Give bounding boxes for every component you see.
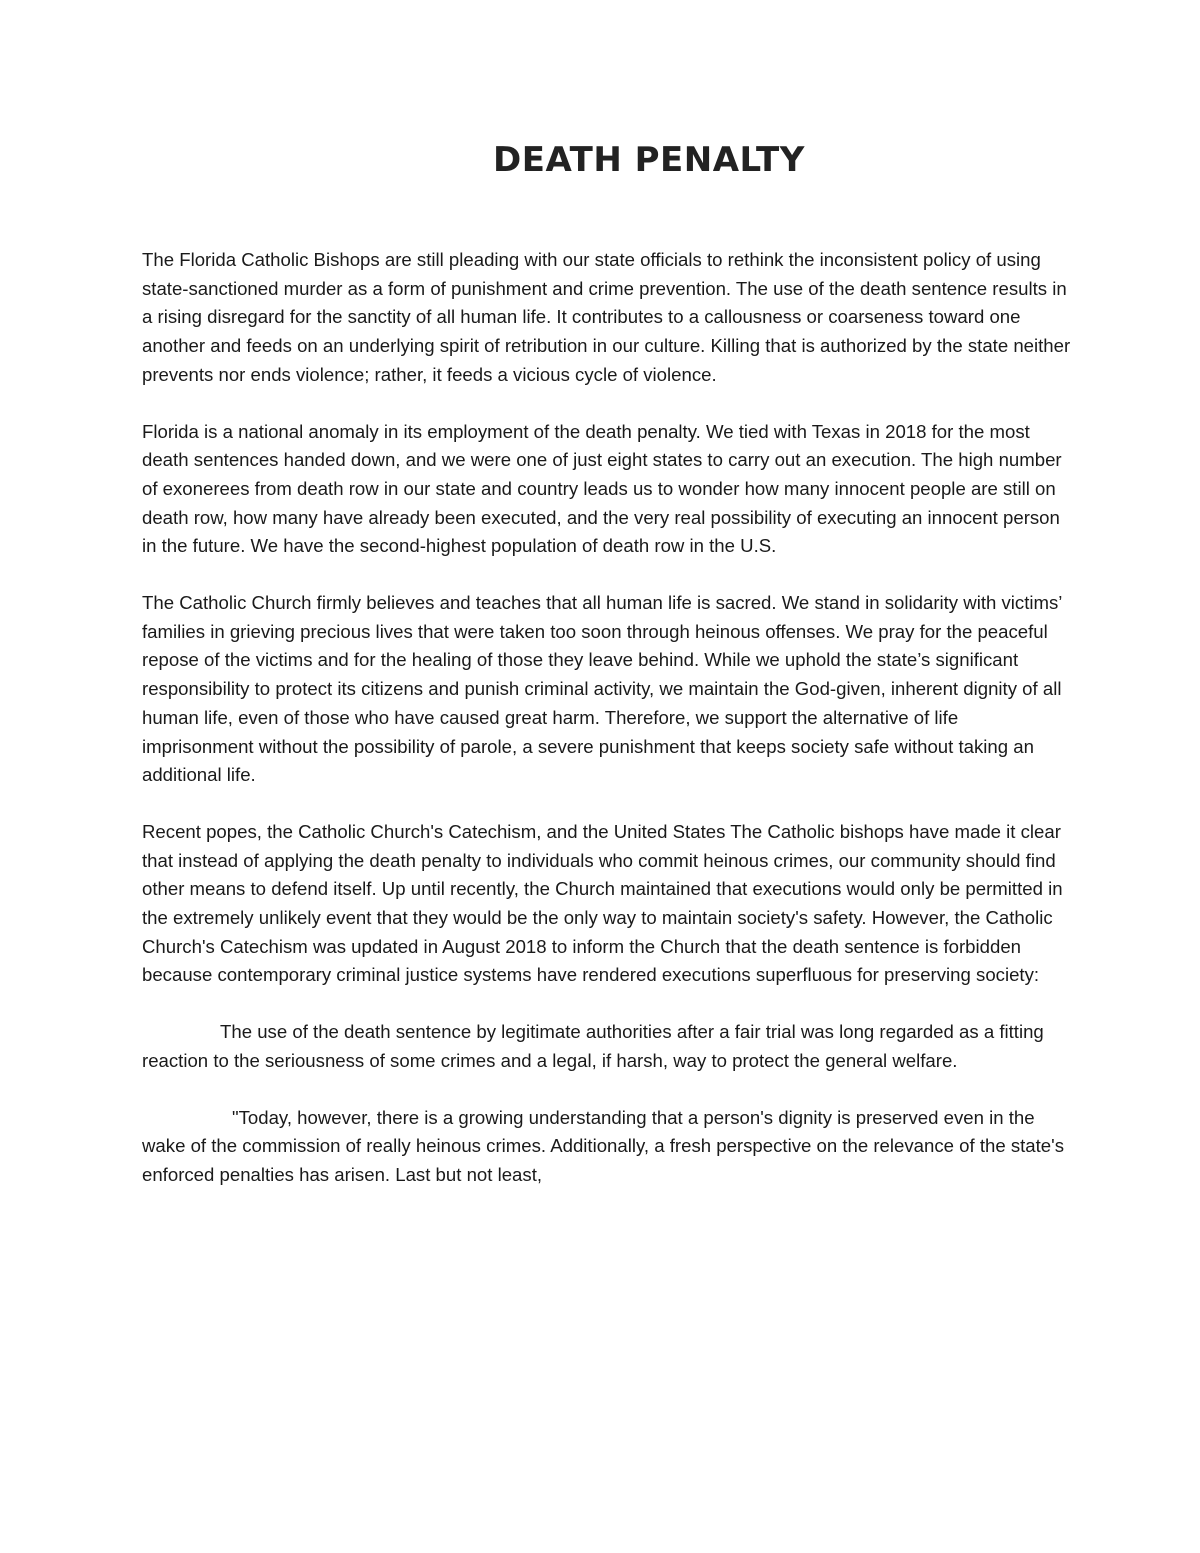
paragraph-florida-anomaly: Florida is a national anomaly in its employment of the death penalty. We tied with Texas in 2018 for the most death sentences handed down, and we were one of just eight states to carry out an execution. The high number of exonerees from death row in our state and country leads us to wonder how many innocent people are still on death row, how many have already been executed, and the very real possibility of executing an innocent person in the future. We have the second-highest population of death row in the U.S. [142,420,1062,557]
paragraph-quote-history: The use of the death sentence by legitimate authorities after a fair trial was long regarded as a fitting reaction to the seriousness of some crimes and a legal, if harsh, way to protect the general welfare. [142,1021,1044,1071]
paragraph-church-teaching: The Catholic Church firmly believes and teaches that all human life is sacred. We stand in solidarity with victims’ families in grieving precious lives that were taken too soon through heinous offenses. We pray for the peaceful repose of the victims and for the healing of those they leave behind. While we uphold the state’s significant responsibility to protect its citizens and punish criminal activity, we maintain the God-given, inherent dignity of all human life, even of those who have caused great harm. Therefore, we support the alternative of life imprisonment without the possibility of parole, a severe punishment that keeps society safe without taking an additional life. [142,592,1062,786]
paragraph-bishops-plea: The Florida Catholic Bishops are still pleading with our state officials to rethink the inconsistent policy of using state-sanctioned murder as a form of punishment and crime prevention. The use of the death sentence results in a rising disregard for the sanctity of all human life. It contributes to a callousness or coarseness toward one another and feeds on an underlying spirit of retribution in our culture. Killing that is authorized by the state neither prevents nor ends violence; rather, it feeds a vicious cycle of violence. [142,249,1071,385]
paragraph-quote-today: "Today, however, there is a growing understanding that a person's dignity is preserved even in the wake of the commission of really heinous crimes. Additionally, a fresh perspective on the relevance of the state's enforced penalties has arisen. Last but not least, [142,1106,1064,1185]
document-body [142,246,1072,1218]
page-title: DEATH PENALTY [493,140,805,180]
paragraph-catechism-update: Recent popes, the Catholic Church's Catechism, and the United States The Catholic bishops have made it clear that instead of applying the death penalty to individuals who commit heinous crimes, our community should find other means to defend itself. Up until recently, the Church maintained that executions would only be permitted in the extremely unlikely event that they would be the only way to maintain society's safety. However, the Catholic Church's Catechism was updated in August 2018 to inform the Church that the death sentence is forbidden because contemporary criminal justice systems have rendered executions superfluous for preserving society: [142,820,1063,986]
